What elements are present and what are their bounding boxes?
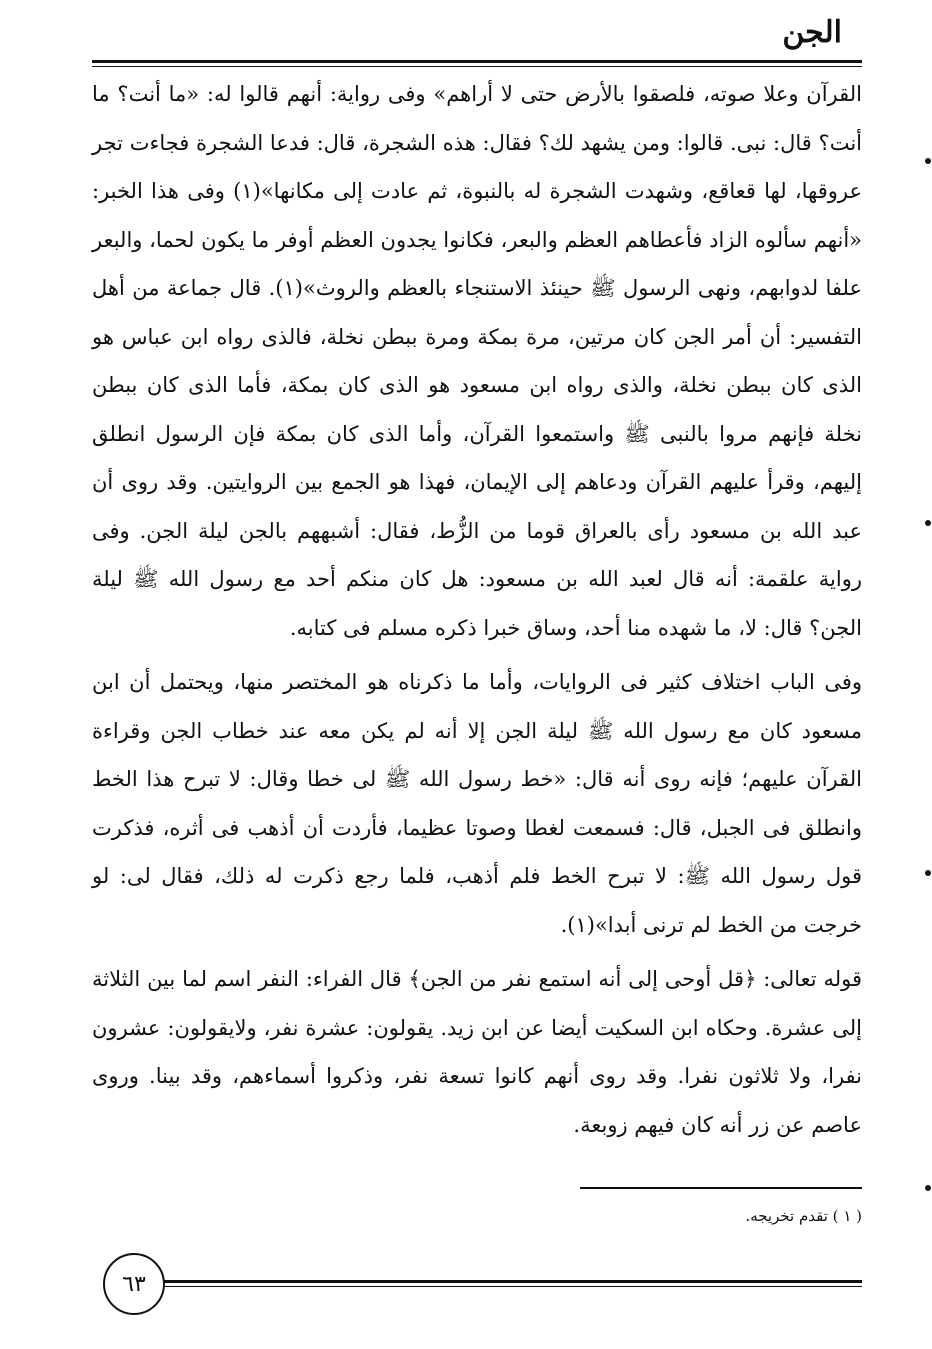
- main-text: [92, 70, 862, 1149]
- margin-dot: [925, 1185, 931, 1191]
- margin-dot: [925, 870, 931, 876]
- paragraph-3: قوله تعالى: ﴿قل أوحى إلى أنه استمع نفر من الجن﴾ قال الفراء: النفر اسم لما بين الثلاثة إلى عشرة. وحكاه ابن السكيت أيضا عن ابن زيد. يقولون: عشرة نفر، ولايقولون: عشرون نفرا، ولا ثلاثون نفرا. وقد روى أنهم كانوا تسعة نفر، وذكروا أسماءهم، وقد بينا. وروى عاصم عن زر أنه كان فيهم زوبعة.: [92, 967, 862, 1137]
- margin-dot: [925, 158, 931, 164]
- paragraph-2: وفى الباب اختلاف كثير فى الروايات، وأما ما ذكرناه هو المختصر منها، ويحتمل أن ابن مسعود كان مع رسول الله ﷺ ليلة الجن إلا أنه لم يكن معه عند خطاب الجن وقراءة القرآن عليهم؛ فإنه روى أنه قال: «خط رسول الله ﷺ لى خطا وقال: لا تبرح هذا الخط وانطلق فى الجبل، قال: فسمعت لغطا وصوتا عظيما، فأردت أن أذهب فى أثره، فذكرت قول رسول الله ﷺ: لا تبرح الخط فلم أذهب، فلما رجع ذكرت له ذلك، فقال لى: لو خرجت من الخط لم ترنى أبدا»(١).: [92, 670, 862, 937]
- margin-dot: [925, 520, 931, 526]
- page-number: ٦٣: [103, 1253, 165, 1315]
- page-header-title: الجن: [782, 15, 842, 50]
- paragraph-1: القرآن وعلا صوته، فلصقوا بالأرض حتى لا أراهم» وفى رواية: أنهم قالوا له: «ما أنت؟ ما أنت؟ قال: نبى. قالوا: ومن يشهد لك؟ فقال: هذه الشجرة، قال: فدعا الشجرة فجاءت تجر عروقها، لها قعاقع، وشهدت الشجرة له بالنبوة، ثم عادت إلى مكانها»(١) وفى هذا الخبر: «أنهم سألوه الزاد فأعطاهم العظم والبعر، فكانوا يجدون العظم أوفر ما يكون لحما، والبعر علفا لدوابهم، ونهى الرسول ﷺ حينئذ الاستنجاء بالعظم والروث»(١). قال جماعة من أهل التفسير: أن أمر الجن كان مرتين، مرة بمكة ومرة ببطن نخلة، فالذى رواه ابن عباس هو الذى كان ببطن نخلة، والذى رواه ابن مسعود هو الذى كان بمكة، فأما الذى كان ببطن نخلة فإنهم مروا بالنبى ﷺ واستمعوا القرآن، وأما الذى كان بمكة فإن الرسول انطلق إليهم، وقرأ عليهم القرآن ودعاهم إلى الإيمان، فهذا هو الجمع بين الروايتين. وقد روى أن عبد الله بن مسعود رأى بالعراق قوما من الزُّط، فقال: أشبههم بالجن ليلة الجن. وفى رواية علقمة: أنه قال لعبد الله بن مسعود: هل كان منكم أحد مع رسول الله ﷺ ليلة الجن؟ قال: لا، ما شهده منا أحد، وساق خبرا ذكره مسلم فى كتابه.: [92, 82, 863, 640]
- footnote: ( ١ ) تقدم تخريجه.: [745, 1207, 862, 1225]
- header-rule-thick: [92, 60, 862, 63]
- header-rule-thin: [92, 66, 862, 67]
- footnote-separator: [580, 1187, 862, 1189]
- footer-rule-thick: [160, 1280, 862, 1283]
- footer-rule-thin: [160, 1286, 862, 1287]
